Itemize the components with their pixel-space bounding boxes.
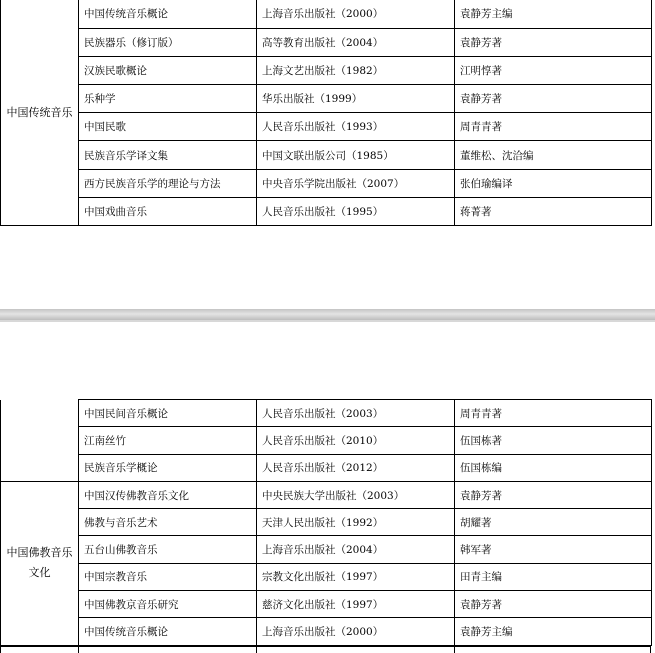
book-title: 中国宗教音乐	[79, 563, 257, 590]
book-title: 江南丝竹	[79, 427, 257, 454]
category-cell: 中国佛教音乐文化	[1, 481, 79, 645]
grid-line	[0, 647, 1, 653]
category-cell-continued	[1, 400, 79, 482]
grid-line	[650, 647, 651, 653]
author: 董维松、沈洽编	[455, 141, 652, 169]
author: 袁静芳著	[455, 85, 652, 113]
table-row	[1, 113, 652, 141]
author: 袁静芳主编	[455, 0, 652, 28]
author: 袁静芳主编	[455, 618, 652, 645]
table-row	[1, 400, 652, 427]
book-title: 中国传统音乐概论	[79, 0, 257, 28]
book-title: 中国民间音乐概论	[79, 400, 257, 427]
author: 江明惇著	[455, 56, 652, 84]
publisher: 上海音乐出版社（2000）	[257, 618, 455, 645]
book-title: 五台山佛教音乐	[79, 536, 257, 563]
book-title: 民族器乐（修订版）	[79, 28, 257, 56]
publisher: 人民音乐出版社（2010）	[257, 427, 455, 454]
table-row	[1, 618, 652, 645]
book-title: 民族音乐学概论	[79, 454, 257, 481]
next-row-edge	[0, 646, 651, 653]
publisher: 宗教文化出版社（1997）	[257, 563, 455, 590]
book-title: 民族音乐学译文集	[79, 141, 257, 169]
book-table-top	[0, 0, 652, 226]
table-row	[1, 481, 652, 508]
table-row	[1, 563, 652, 590]
publisher: 人民音乐出版社（2012）	[257, 454, 455, 481]
author: 袁静芳著	[455, 591, 652, 618]
publisher: 慈济文化出版社（1997）	[257, 591, 455, 618]
publisher: 人民音乐出版社（1993）	[257, 113, 455, 141]
publisher: 中央音乐学院出版社（2007）	[257, 169, 455, 197]
publisher: 上海文艺出版社（1982）	[257, 56, 455, 84]
author: 周青青著	[455, 400, 652, 427]
table-row	[1, 169, 652, 197]
table-row	[1, 427, 652, 454]
author: 韩军著	[455, 536, 652, 563]
table-row	[1, 509, 652, 536]
table-row	[1, 591, 652, 618]
publisher: 人民音乐出版社（2003）	[257, 400, 455, 427]
book-title: 中国民歌	[79, 113, 257, 141]
book-title: 乐种学	[79, 85, 257, 113]
table-row	[1, 85, 652, 113]
table-row	[1, 141, 652, 169]
author: 田青主编	[455, 563, 652, 590]
book-title: 中国汉传佛教音乐文化	[79, 481, 257, 508]
author: 周青青著	[455, 113, 652, 141]
publisher: 天津人民出版社（1992）	[257, 509, 455, 536]
grid-line	[454, 647, 455, 653]
table-row	[1, 454, 652, 481]
author: 伍国栋著	[455, 427, 652, 454]
author: 伍国栋编	[455, 454, 652, 481]
book-title: 中国戏曲音乐	[79, 197, 257, 225]
table-row	[1, 28, 652, 56]
book-title: 中国传统音乐概论	[79, 618, 257, 645]
author: 蒋菁著	[455, 197, 652, 225]
publisher: 中央民族大学出版社（2003）	[257, 481, 455, 508]
author: 胡耀著	[455, 509, 652, 536]
book-title: 中国佛教京音乐研究	[79, 591, 257, 618]
author: 张伯瑜编译	[455, 169, 652, 197]
page-break-shadow	[0, 320, 655, 322]
publisher: 人民音乐出版社（1995）	[257, 197, 455, 225]
table-row	[1, 536, 652, 563]
publisher: 高等教育出版社（2004）	[257, 28, 455, 56]
grid-line	[256, 647, 257, 653]
author: 袁静芳著	[455, 481, 652, 508]
table-row	[1, 0, 652, 28]
publisher: 上海音乐出版社（2000）	[257, 0, 455, 28]
publisher: 上海音乐出版社（2004）	[257, 536, 455, 563]
category-cell: 中国传统音乐	[1, 0, 79, 226]
book-title: 佛教与音乐艺术	[79, 509, 257, 536]
publisher: 中国文联出版公司（1985）	[257, 141, 455, 169]
table-row	[1, 56, 652, 84]
book-title: 西方民族音乐学的理论与方法	[79, 169, 257, 197]
table-row	[1, 197, 652, 225]
page-break-divider	[0, 309, 655, 320]
book-title: 汉族民歌概论	[79, 56, 257, 84]
publisher: 华乐出版社（1999）	[257, 85, 455, 113]
book-table-bottom	[0, 399, 652, 646]
author: 袁静芳著	[455, 28, 652, 56]
grid-line	[78, 647, 79, 653]
